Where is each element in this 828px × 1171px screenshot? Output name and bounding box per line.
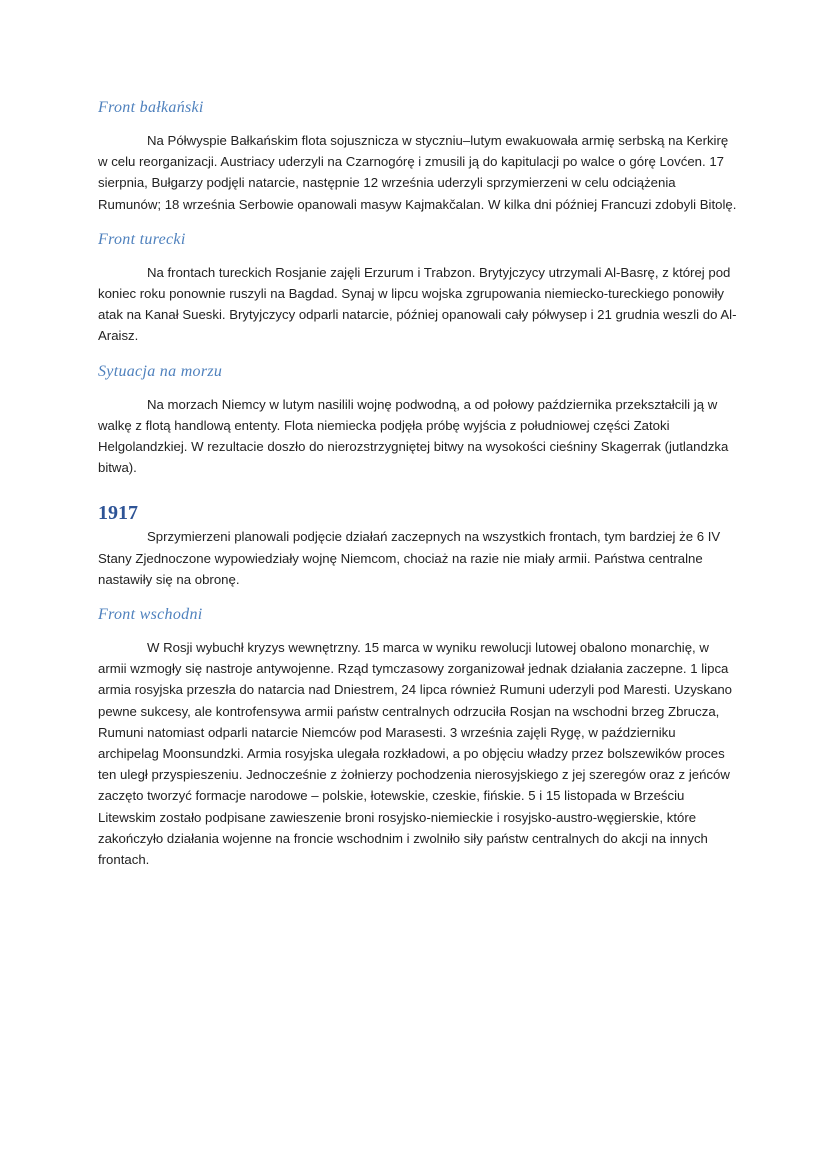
section-eastern-front bbox=[98, 603, 738, 870]
section-turkish-front bbox=[98, 228, 738, 347]
section-sea-situation bbox=[98, 360, 738, 479]
section-paragraph: Na frontach tureckich Rosjanie zajęli Erzurum i Trabzon. Brytyjczycy utrzymali Al-Basrę, z której pod koniec roku ponownie ruszyli na Bagdad. Synaj w lipcu wojska zgrupowania niemiecko-tureckiego ponowiły atak na Kanał Sueski. Brytyjczycy odparli natarcie, później opanowali cały półwysep i 21 grudnia weszli do Al-Araisz. bbox=[98, 264, 737, 344]
section-heading: Front turecki bbox=[98, 230, 186, 248]
year-heading: 1917 bbox=[98, 502, 138, 525]
section-paragraph: W Rosji wybuchł kryzys wewnętrzny. 15 marca w wyniku rewolucji lutowej obalono monarchię, w armii wzmogły się nastroje antywojenne. Rząd tymczasowy zorganizował jednak działania zaczepne. 1 lipca armia rosyjska przeszła do natarcia nad Dniestrem, 24 lipca również Rumuni uderzyli pod Maresti. Uzyskano pewne sukcesy, ale kontrofensywa armii państw centralnych odrzuciła Rosjan na wschodni brzeg Zbrucza, Rumuni natomiast odparli natarcie Niemców pod Marasesti. 3 września zajęli Rygę, w październiku archipelag Moonsundzki. Armia rosyjska ulegała rozkładowi, a po objęciu władzy przez bolszewików proces ten uległ przyspieszeniu. Jednocześnie z żołnierzy pochodzenia nierosyjskiego z jej szeregów oraz z jeńców zaczęto tworzyć formacje narodowe – polskie, łotewskie, czeskie, fińskie. 5 i 15 listopada w Brześciu Litewskim zostało podpisane zawieszenie broni rosyjsko-niemieckie i rosyjsko-austro-węgierskie, które zakończyło działania wojenne na froncie wschodnim i zwolniło siły państw centralnych do akcji na innych frontach. bbox=[98, 640, 732, 868]
section-paragraph: Na morzach Niemcy w lutym nasilili wojnę podwodną, a od połowy października przekształcili ją w walkę z flotą handlową ententy. Flota niemiecka podjęła próbę wyjścia z południowej części Zatoki Helgolandzkiej. W rezultacie doszło do nierozstrzygniętej bitwy na wysokości cieśniny Skagerrak (jutlandzka bitwa). bbox=[98, 396, 729, 476]
section-balkan-front bbox=[98, 96, 738, 215]
section-heading: Front wschodni bbox=[98, 606, 203, 624]
document-page bbox=[98, 96, 738, 883]
section-heading: Front bałkański bbox=[98, 99, 204, 116]
year-paragraph: Sprzymierzeni planowali podjęcie działań zaczepnych na wszystkich frontach, tym bardziej że 6 IV Stany Zjednoczone wypowiedziały wojnę Niemcom, chociaż na razie nie miały armii. Państwa centralne nastawiły się na obronę. bbox=[98, 529, 721, 587]
section-paragraph: Na Półwyspie Bałkańskim flota sojusznicza w styczniu–lutym ewakuowała armię serbską na Kerkirę w celu reorganizacji. Austriacy uderzyli na Czarnogórę i zmusili ją do kapitulacji po walce o górę Lovćen. 17 sierpnia, Bułgarzy podjęli natarcie, następnie 12 września uderzyli sprzymierzeni w celu odciążenia Rumunów; 18 września Serbowie opanowali masyw Kajmakčalan. W kilka dni później Francuzi zdobyli Bitolę. bbox=[98, 133, 737, 212]
section-heading: Sytuacja na morzu bbox=[98, 362, 223, 380]
section-year-1917 bbox=[98, 500, 738, 590]
